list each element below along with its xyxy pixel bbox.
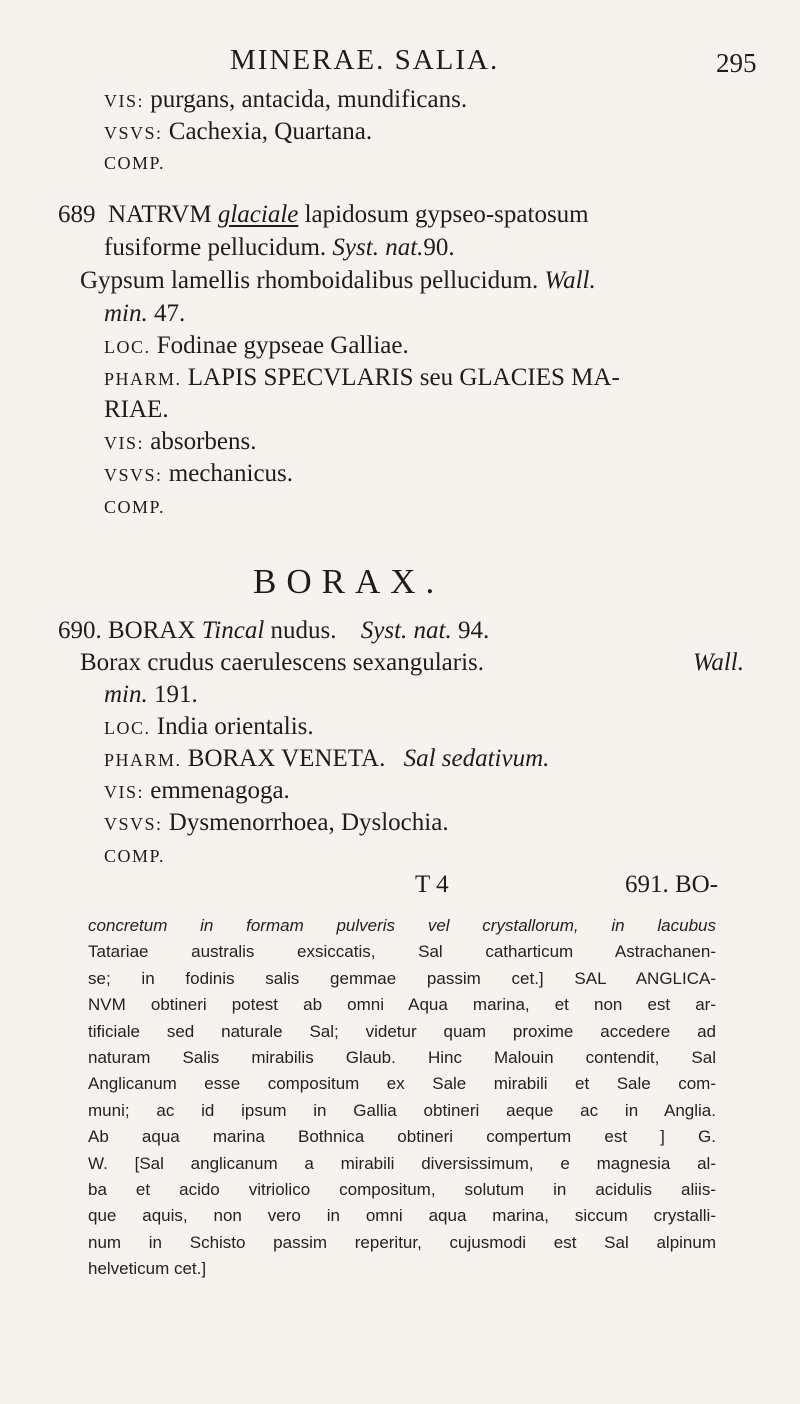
footnote-line: tificiale sed naturale Sal; videtur quam proxime accedere ad: [88, 1021, 716, 1041]
entry-689-ref: [104, 299, 185, 329]
vis-line: [104, 427, 257, 458]
section-title: BORAX.: [253, 562, 445, 601]
species-epithet: glaciale: [217, 201, 299, 228]
pharm-line: [104, 363, 620, 394]
usus-line: [104, 808, 449, 839]
vis-text: emmenagoga.: [150, 777, 290, 804]
usus-line: [104, 459, 293, 490]
species-description-cont: fusiforme pellucidum.: [104, 234, 327, 261]
reference: Syst. nat.: [360, 617, 452, 644]
footnote-line: Anglicanum esse compositum ex Sale mirabili et Sale com-: [88, 1074, 716, 1094]
catchword: 691. BO-: [625, 871, 719, 898]
vis-line: [104, 776, 290, 807]
reference: Syst. nat.: [332, 234, 424, 261]
footnote-line: num in Schisto passim reperitur, cujusmodi est Sal alpinum: [88, 1232, 716, 1252]
pharm-text: BORAX VENETA.: [187, 745, 386, 772]
entry-689-desc: [104, 233, 455, 263]
reference: min.: [104, 300, 148, 327]
footnote-line: W. [Sal anglicanum a mirabili diversissimum, e magnesia al-: [88, 1153, 716, 1173]
usus-label: VSVS:: [104, 814, 163, 834]
footnote-line: NVM obtineri potest ab omni Aqua marina, et non est ar-: [88, 995, 716, 1015]
synonym-text: Borax crudus caerulescens sexangularis.: [80, 649, 485, 676]
comp-line: [104, 491, 165, 522]
entry-689-heading: [58, 200, 589, 230]
species-description: lapidosum gypseo-spatosum: [304, 201, 589, 228]
pharm-line-cont: [104, 395, 169, 425]
pharm-label: PHARM.: [104, 750, 182, 770]
entry-690-ref: [104, 680, 198, 710]
species-description: nudus.: [270, 617, 337, 644]
reference: Wall.: [544, 267, 596, 294]
pharm-label: PHARM.: [104, 369, 182, 389]
usus-label: VSVS:: [104, 465, 163, 485]
vis-text: purgans, antacida, mundificans.: [150, 86, 468, 113]
footnote-line: helveticum cet.]: [88, 1259, 207, 1279]
comp-label: COMP.: [104, 153, 166, 173]
loc-label: LOC.: [104, 337, 151, 357]
entry-number: 690.: [58, 617, 102, 644]
signature-mark: T 4: [415, 871, 449, 898]
running-head: [0, 44, 800, 84]
loc-text: Fodinae gypseae Galliae.: [156, 332, 409, 359]
footnote-line: Ab aqua marina Bothnica obtineri compertum est ] G.: [88, 1127, 716, 1147]
comp-line: [104, 840, 165, 871]
species-epithet: Tincal: [201, 617, 265, 644]
entry-number: 689: [58, 201, 96, 228]
pharm-alt: Sal sedativum.: [403, 745, 550, 772]
loc-line: [104, 331, 409, 362]
reference: Wall.: [692, 649, 744, 676]
vis-label: VIS:: [104, 91, 145, 111]
pharm-text-cont: RIAE.: [104, 396, 169, 423]
footnote-line: ba et acido vitriolico compositum, solutum in acidulis aliis-: [88, 1180, 716, 1200]
pharm-line: [104, 744, 549, 775]
vis-text: absorbens.: [150, 428, 257, 455]
usus-label: VSVS:: [104, 123, 163, 143]
comp-label: COMP.: [104, 846, 166, 866]
footnote-line: que aquis, non vero in omni aqua marina, siccum crystalli-: [88, 1206, 716, 1226]
loc-text: India orientalis.: [156, 713, 314, 740]
entry-689-synonym: [80, 266, 596, 296]
usus-text: mechanicus.: [168, 460, 294, 487]
reference-page: 47.: [154, 300, 186, 327]
footnote-line: naturam Salis mirabilis Glaub. Hinc Malouin contendit, Sal: [88, 1048, 716, 1068]
entry-690-synonym: [80, 648, 744, 678]
vis-label: VIS:: [104, 433, 145, 453]
vis-label: VIS:: [104, 782, 145, 802]
footnote-line: concretum in formam pulveris vel crystallorum, in lacubus: [88, 916, 716, 935]
footnote: [88, 913, 716, 1283]
page-number: 295: [716, 48, 757, 78]
loc-line: [104, 712, 314, 743]
species-name: BORAX: [108, 617, 196, 644]
reference: min.: [104, 681, 148, 708]
comp-label: COMP.: [104, 497, 166, 517]
footnote-line: muni; ac id ipsum in Gallia obtineri aeque ac in Anglia.: [88, 1100, 716, 1120]
footnote-line: se; in fodinis salis gemmae passim cet.] SAL ANGLICA-: [88, 968, 716, 988]
reference-page: 191.: [154, 681, 198, 708]
vis-line: [104, 85, 467, 116]
entry-690-heading: [58, 616, 489, 646]
comp-line: [104, 147, 165, 178]
species-name: NATRVM: [108, 201, 212, 228]
loc-label: LOC.: [104, 718, 151, 738]
footnote-line: Tatariae australis exsiccatis, Sal catharticum Astrachanen-: [88, 942, 716, 962]
usus-text: Cachexia, Quartana.: [168, 118, 373, 145]
reference-page: 94.: [457, 617, 490, 644]
usus-line: [104, 117, 372, 148]
running-title: MINERAE. SALIA.: [230, 44, 500, 76]
pharm-text: LAPIS SPECVLARIS seu GLACIES MA-: [187, 364, 620, 391]
usus-text: Dysmenorrhoea, Dyslochia.: [168, 809, 449, 836]
reference-page: 90.: [423, 234, 455, 261]
synonym-text: Gypsum lamellis rhomboidalibus pellucidum.: [80, 267, 539, 294]
